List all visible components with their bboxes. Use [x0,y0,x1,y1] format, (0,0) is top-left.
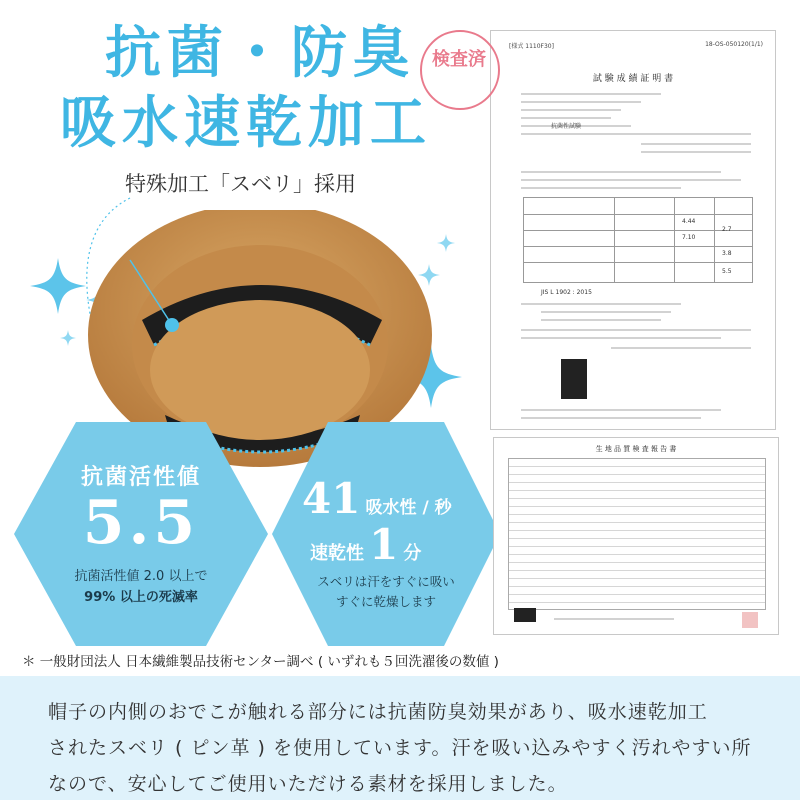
report-stamp [742,612,758,628]
headline-line2: 吸水速乾加工 [60,91,432,156]
certificate-table [523,197,753,283]
absorbency-badge [270,420,502,648]
antibacterial-badge [12,420,270,648]
quickdry-unit: 分 [403,543,422,564]
stamp-text: 検査済 [432,49,486,70]
absorbency-label: 吸水性 / 秒 [365,498,452,518]
certificate-test-method: 抗菌性試験 [551,123,582,130]
certificate-document [490,30,776,430]
description-line1: 帽子の内側のおでこが触れる部分には抗菌防臭効果があり、吸水速乾加工 [48,701,708,723]
certificate-standard: JIS L 1902 : 2015 [541,289,592,296]
footnote: ＊ 一般財団法人 日本繊維製品技術センター調べ ( いずれも５回洗濯後の数値 ) [22,654,499,670]
certificate-header-left: [様式 1110F30] [509,43,554,50]
quickdry-label: 速乾性 [310,543,364,564]
antibacterial-desc-line2: 99% 以上の死滅率 [84,590,198,605]
report-sample-swatch [514,608,536,622]
description-band [0,676,800,800]
quickdry-value: 1 [369,520,399,569]
antibacterial-label: 抗菌活性値 [80,465,201,490]
headline-line1: 抗菌・防臭 [105,21,415,86]
inspected-stamp [420,30,500,110]
absorbency-value: 41 [302,474,361,523]
decor-line [70,196,140,316]
cert-value-e: 5.5 [722,268,732,275]
sample-swatch [561,359,587,399]
description-line2: されたスベリ ( ピン革 ) を使用しています。汗を吸い込みやすく汚れやすい所 [48,737,752,759]
report-title: 生 地 品 質 検 査 報 告 書 [595,445,677,453]
absorbency-desc-line1: スベリは汗をすぐに吸い [317,574,455,589]
cert-value-c: 2.7 [722,226,732,233]
certificate-header-right: 18-OS-050120(1/1) [705,41,763,48]
cert-value-a: 4.44 [682,218,696,225]
cert-value-b: 7.10 [682,234,696,241]
description-line3: なので、安心してご使用いただける素材を採用しました。 [48,773,568,795]
subtitle: 特殊加工「スベリ」採用 [125,172,356,196]
report-document [493,437,779,635]
cert-value-d: 3.8 [722,250,732,257]
certificate-title: 試 験 成 績 証 明 書 [592,74,674,84]
antibacterial-desc-line1: 抗菌活性値 2.0 以上で [74,569,208,584]
report-table [508,458,766,610]
absorbency-desc-line2: すぐに乾燥します [335,594,436,609]
antibacterial-value: 5.5 [82,488,200,558]
